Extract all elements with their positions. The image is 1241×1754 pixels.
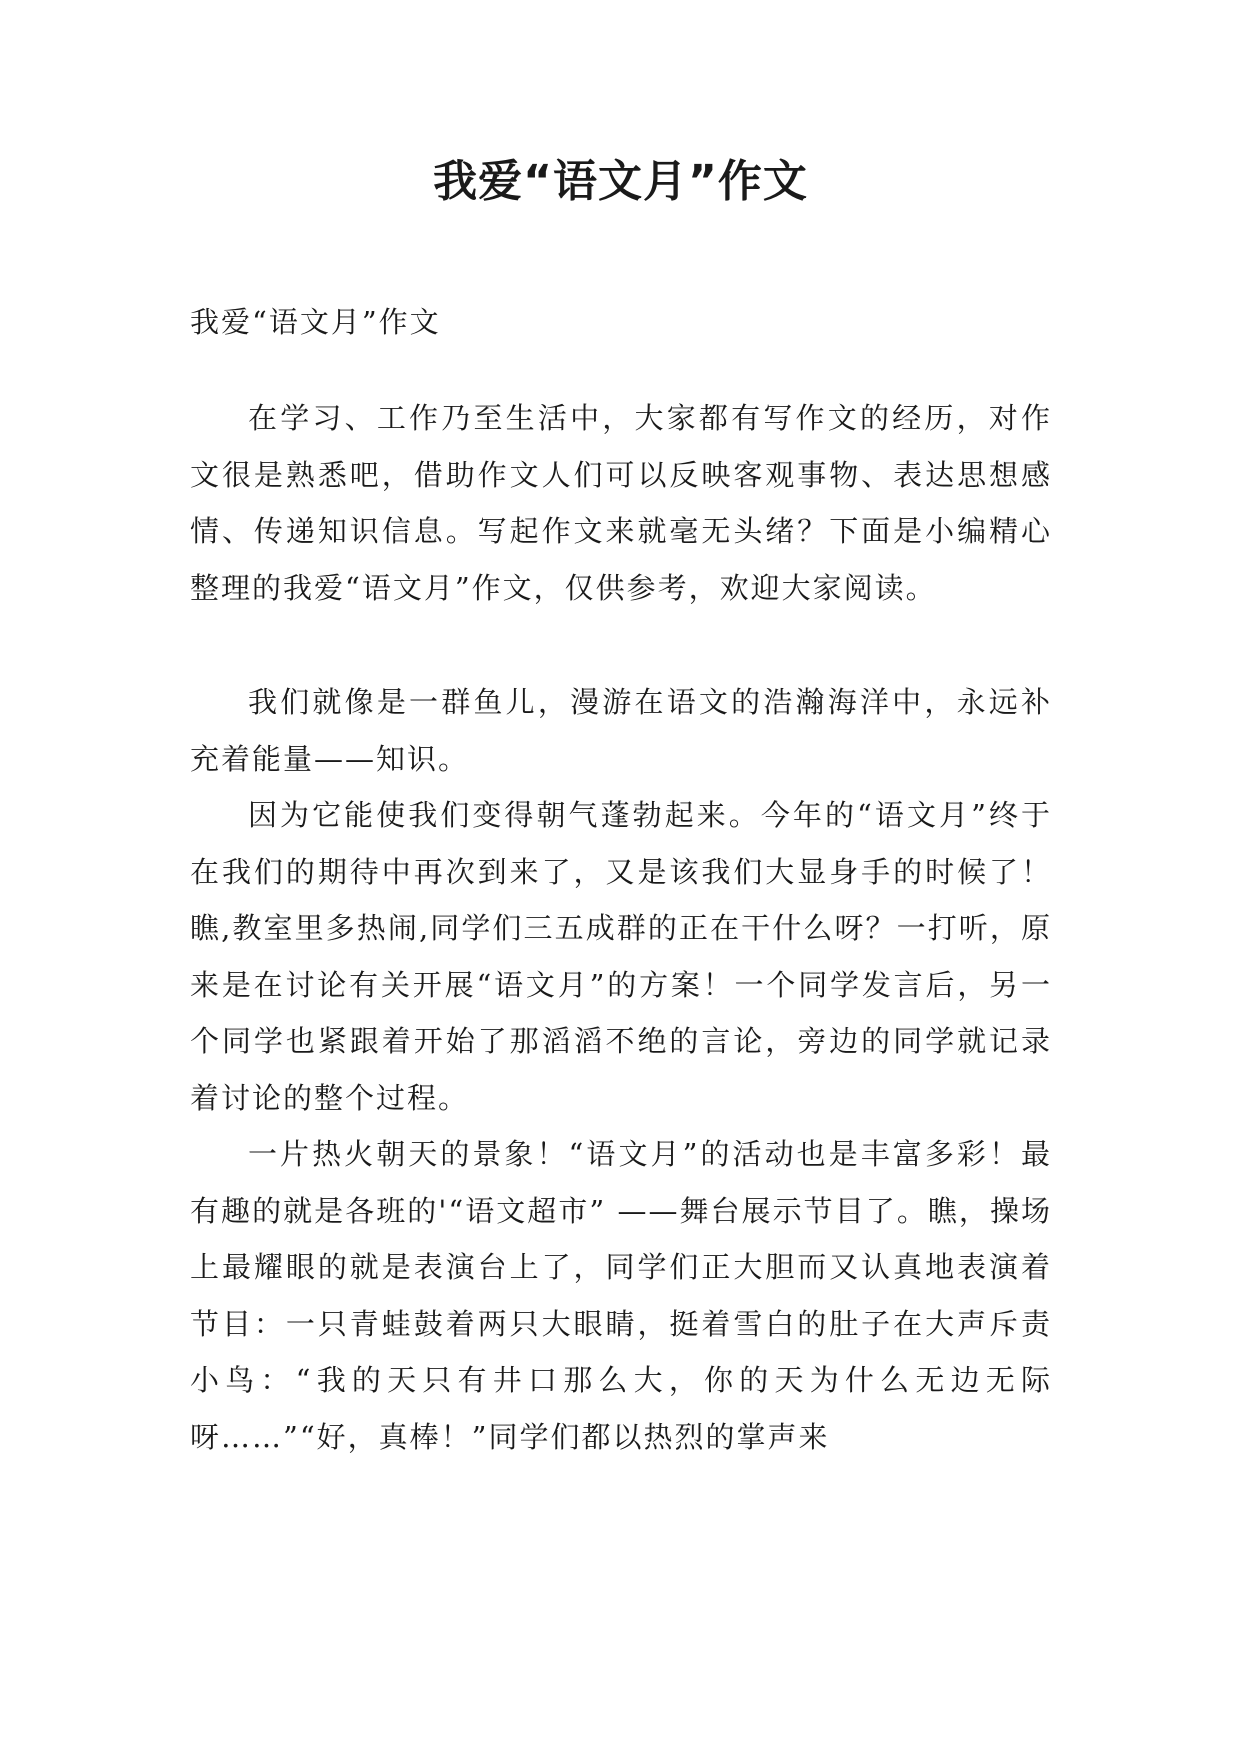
document-body [190, 292, 1052, 1465]
document-title: 我爱“语文月”作文 [433, 156, 808, 207]
paragraph-fish: 我们就像是一群鱼儿，漫游在语文的浩瀚海洋中，永远补充着能量——知识。 [190, 685, 1052, 776]
paragraph-intro: 在学习、工作乃至生活中，大家都有写作文的经历，对作文很是熟悉吧，借助作文人们可以反映客观事物、表达思想感情、传递知识信息。写起作文来就毫无头绪？下面是小编精心整理的我爱“语文月”作文，仅供参考，欢迎大家阅读。 [190, 401, 1052, 605]
paragraph-activities: 一片热火朝天的景象！“语文月”的活动也是丰富多彩！最有趣的就是各班的'“语文超市” ——舞台展示节目了。瞧，操场上最耀眼的就是表演台上了，同学们正大胆而又认真地表演着节目：一只青蛙鼓着两只大眼睛，挺着雪白的肚子在大声斥责小鸟：“我的天只有井口那么大，你的天为什么无边无际呀……”“好，真棒！”同学们都以热烈的掌声来 [190, 1137, 1052, 1454]
paragraph-discussion: 因为它能使我们变得朝气蓬勃起来。今年的“语文月”终于在我们的期待中再次到来了，又是该我们大显身手的时候了！瞧,教室里多热闹,同学们三五成群的正在干什么呀？一打听，原来是在讨论有关开展“语文月”的方案！一个同学发言后，另一个同学也紧跟着开始了那滔滔不绝的言论，旁边的同学就记录着讨论的整个过程。 [190, 798, 1052, 1115]
document-subtitle: 我爱“语文月”作文 [190, 305, 441, 339]
